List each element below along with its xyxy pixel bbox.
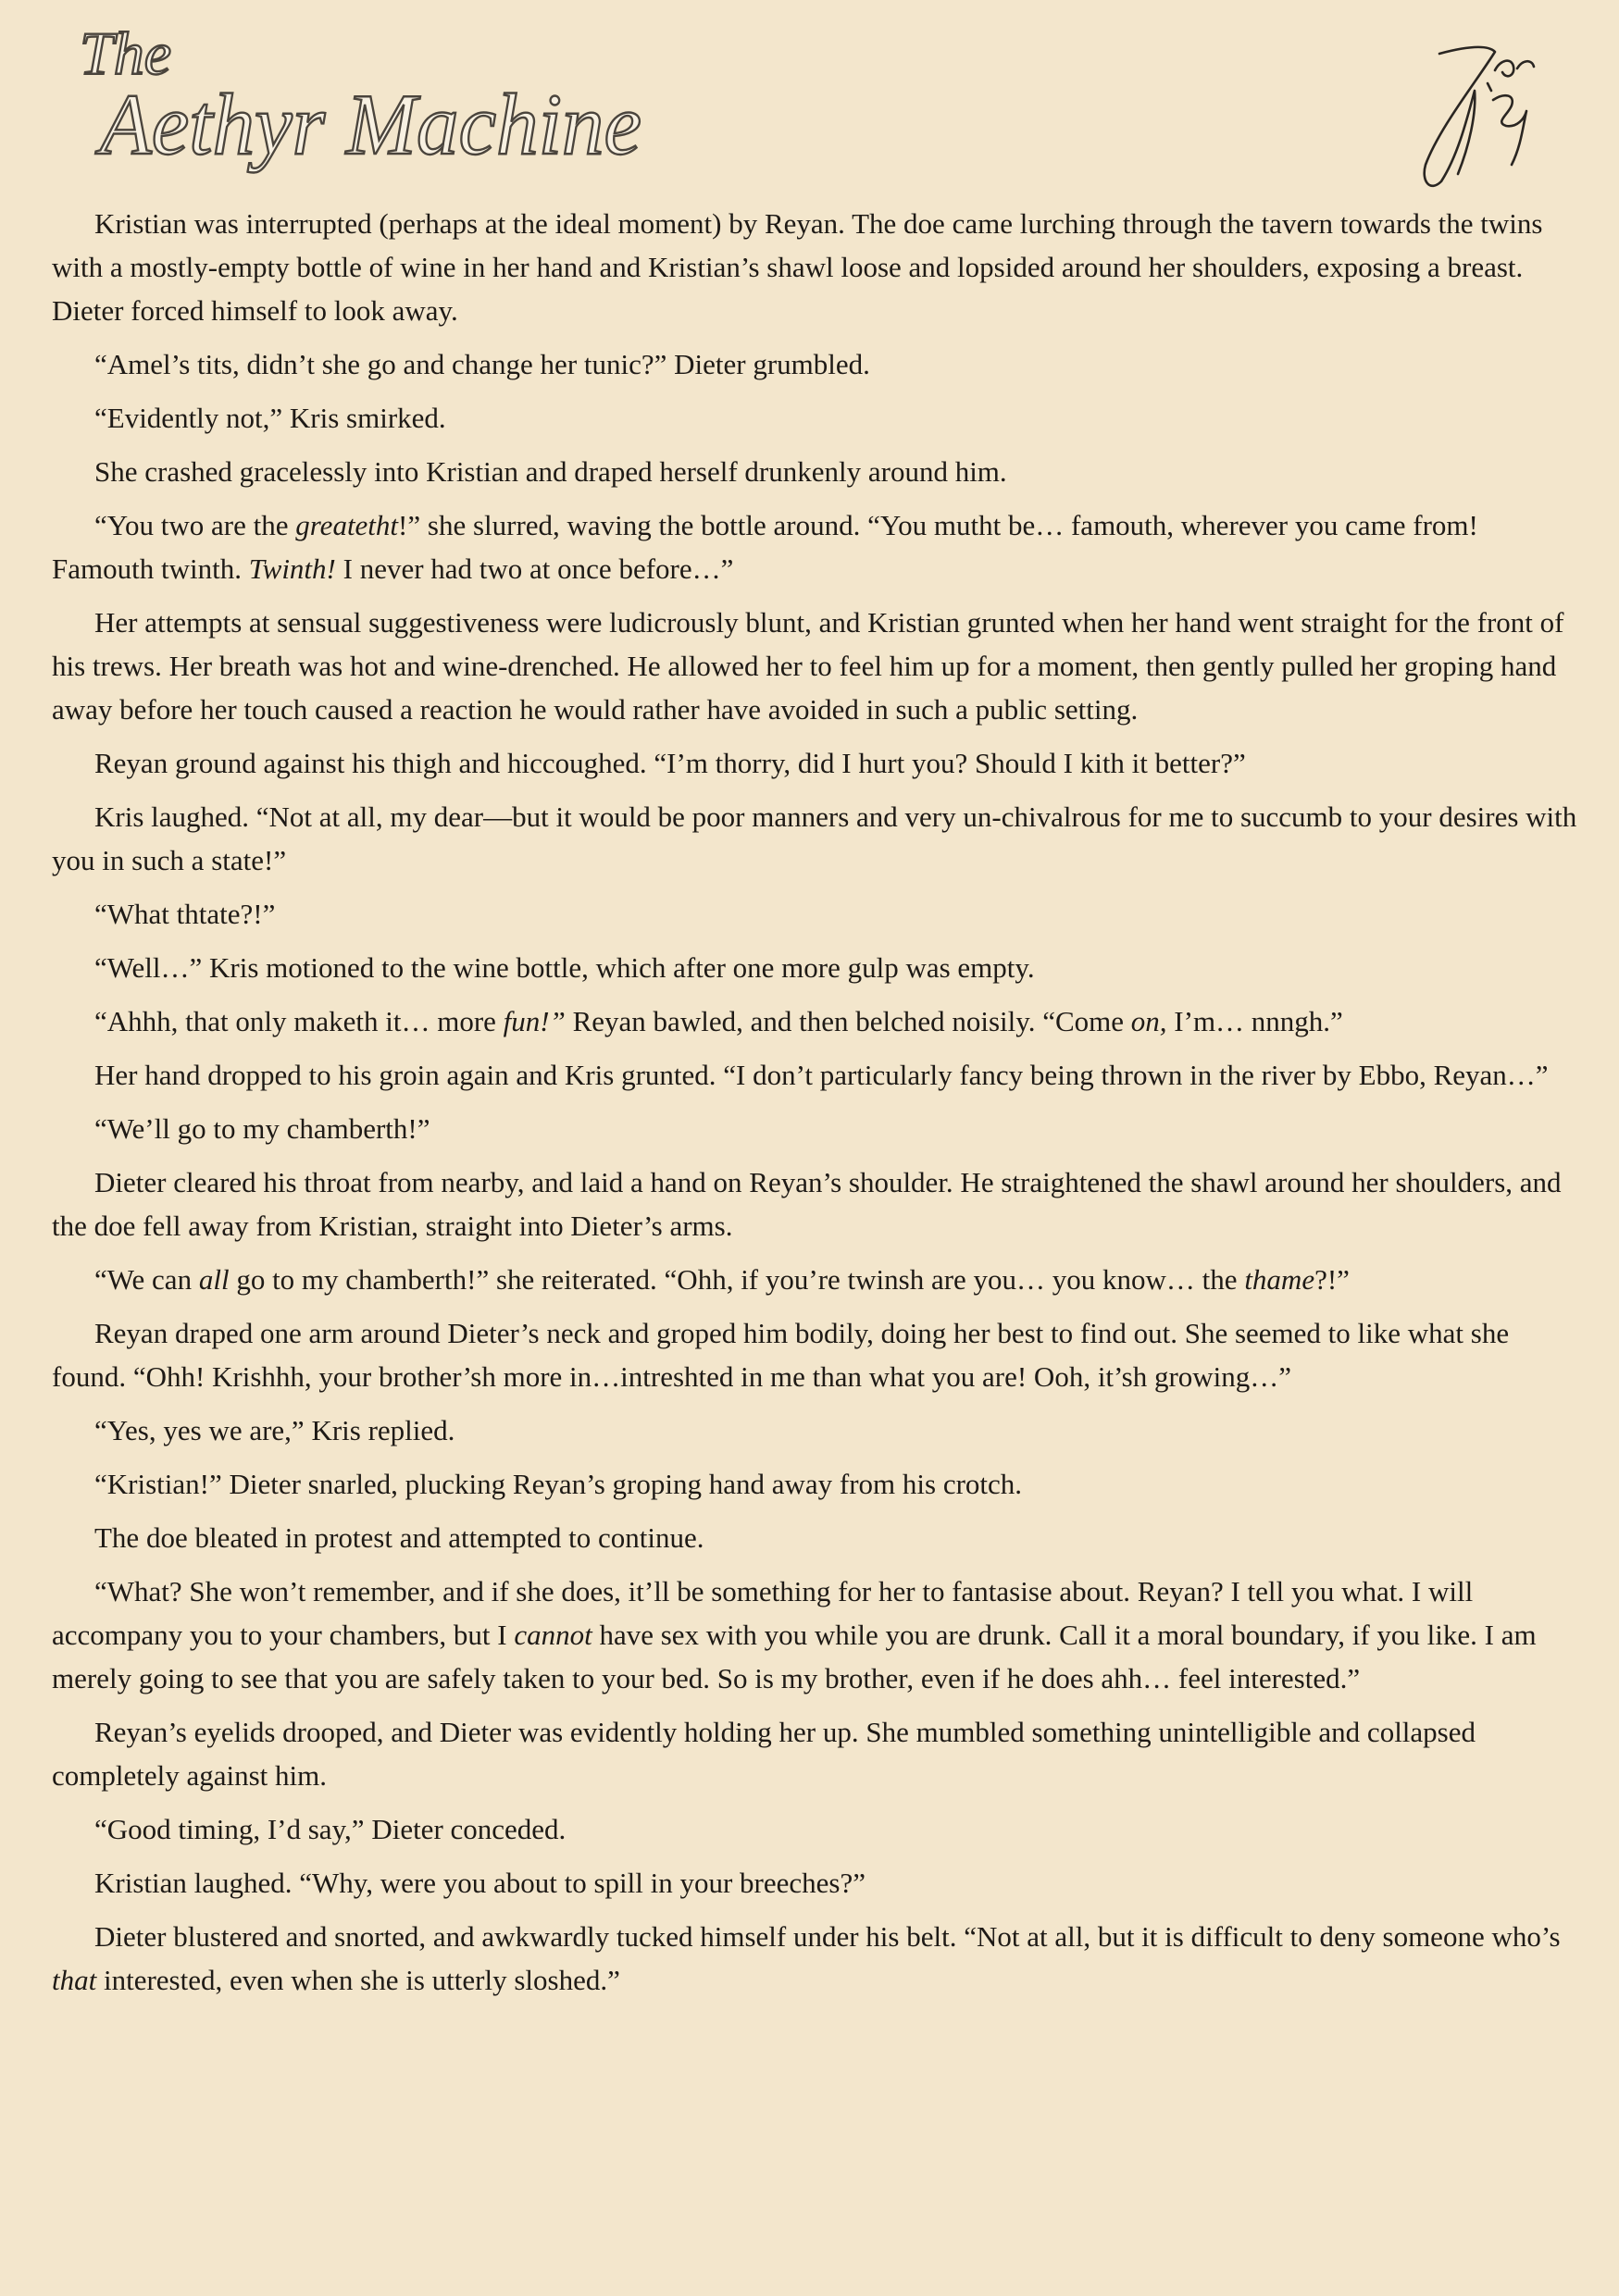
text-run: have sex with you while you are drunk. Call it a moral boundary, if you like. I am merely going to see that you are safely taken to your bed. So is my brother, even if he does ahh… feel interested.” (52, 1619, 1537, 1694)
text-run: “Good timing, I’d say,” Dieter conceded. (94, 1813, 567, 1845)
text-run: go to my chamberth!” she reiterated. “Ohh, if you’re twinsh are you… you know… the (229, 1263, 1245, 1296)
italic-text: greatetht (295, 509, 399, 541)
text-run: interested, even when she is utterly sloshed.” (96, 1964, 620, 1996)
text-run: Kristian laughed. “Why, were you about to spill in your breeches?” (94, 1867, 866, 1899)
text-run: Her attempts at sensual suggestiveness were ludicrously blunt, and Kristian grunted when her hand went straight for the front of his trews. Her breath was hot and wine-drenched. He allowed her to feel him up for a moment, then gently pulled her groping hand away before her touch caused a reaction he would rather have avoided in such a public setting. (52, 606, 1564, 726)
paragraph (52, 396, 1579, 440)
paragraph (52, 892, 1579, 936)
logo-line-2: Aethyr Machine (94, 77, 642, 173)
paragraph (52, 450, 1579, 493)
text-run: “Ahhh, that only maketh it… more (94, 1005, 504, 1037)
italic-text: on, (1130, 1005, 1167, 1037)
text-run: “We can (94, 1263, 199, 1296)
italic-text: Twinth! (248, 552, 336, 585)
paragraph (52, 1807, 1579, 1851)
story-text (52, 202, 1579, 2012)
paragraph (52, 1311, 1579, 1398)
italic-text: fun!” (503, 1005, 566, 1037)
text-run: “You two are the (94, 509, 296, 541)
paragraph (52, 946, 1579, 989)
paragraph (52, 342, 1579, 386)
text-run: “Well…” Kris motioned to the wine bottle, which after one more gulp was empty. (94, 951, 1035, 984)
text-run: !” she slurred, waving the bottle around. “You mutht be… famouth, wherever you came from! Famouth twinth. (52, 509, 1478, 585)
text-run: Her hand dropped to his groin again and Kris grunted. “I don’t particularly fancy being thrown in the river by Ebbo, Reyan…” (94, 1059, 1549, 1091)
paragraph (52, 795, 1579, 882)
paragraph (52, 1570, 1579, 1700)
paragraph (52, 1160, 1579, 1247)
text-run: I never had two at once before…” (335, 552, 734, 585)
paragraph (52, 1861, 1579, 1905)
text-run: Reyan draped one arm around Dieter’s neck and groped him bodily, doing her best to find out. She seemed to like what she found. “Ohh! Krishhh, your brother’sh more in…intreshted in me than what you are! Ooh, it’sh growing…” (52, 1317, 1510, 1393)
paragraph (52, 1409, 1579, 1452)
text-run: “Amel’s tits, didn’t she go and change her tunic?” Dieter grumbled. (94, 348, 870, 380)
text-run: ?!” (1314, 1263, 1350, 1296)
paragraph (52, 999, 1579, 1043)
italic-text: cannot (514, 1619, 592, 1651)
italic-text: that (52, 1964, 97, 1996)
artist-signature (1402, 26, 1578, 202)
text-run: “What? She won’t remember, and if she does, it’ll be something for her to fantasise about. Reyan? I tell you what. I will accompany you to your chambers, but I (52, 1575, 1474, 1651)
paragraph (52, 1258, 1579, 1301)
text-run: Reyan bawled, and then belched noisily. “Come (565, 1005, 1131, 1037)
text-run: “Evidently not,” Kris smirked. (94, 402, 446, 434)
page-header (0, 0, 1619, 199)
paragraph (52, 1915, 1579, 2002)
text-run: The doe bleated in protest and attempted to continue. (94, 1521, 704, 1554)
text-run: “Kristian!” Dieter snarled, plucking Reyan’s groping hand away from his crotch. (94, 1468, 1023, 1500)
paragraph (52, 1053, 1579, 1097)
logo-line-1: The (80, 20, 171, 88)
paragraph (52, 741, 1579, 785)
text-run: “We’ll go to my chamberth!” (94, 1112, 430, 1145)
text-run: “Yes, yes we are,” Kris replied. (94, 1414, 455, 1446)
paragraph (52, 601, 1579, 731)
paragraph (52, 1710, 1579, 1797)
title-logo (72, 15, 646, 181)
text-run: Dieter blustered and snorted, and awkwardly tucked himself under his belt. “Not at all, but it is difficult to deny someone who’s (94, 1920, 1561, 1953)
paragraph (52, 1516, 1579, 1559)
paragraph (52, 1107, 1579, 1150)
text-run: Reyan’s eyelids drooped, and Dieter was evidently holding her up. She mumbled something unintelligible and collapsed completely against him. (52, 1716, 1476, 1792)
italic-text: all (198, 1263, 230, 1296)
italic-text: thame (1244, 1263, 1315, 1296)
text-run: I’m… nnngh.” (1166, 1005, 1343, 1037)
text-run: Reyan ground against his thigh and hiccoughed. “I’m thorry, did I hurt you? Should I kith it better?” (94, 747, 1246, 779)
text-run: Dieter cleared his throat from nearby, and laid a hand on Reyan’s shoulder. He straightened the shawl around her shoulders, and the doe fell away from Kristian, straight into Dieter’s arms. (52, 1166, 1562, 1242)
paragraph (52, 1462, 1579, 1506)
paragraph (52, 202, 1579, 332)
text-run: “What thtate?!” (94, 898, 276, 930)
paragraph (52, 503, 1579, 590)
text-run: Kristian was interrupted (perhaps at the ideal moment) by Reyan. The doe came lurching through the tavern towards the twins with a mostly-empty bottle of wine in her hand and Kristian’s shawl loose and lopsided around her shoulders, exposing a breast. Dieter forced himself to look away. (52, 207, 1543, 327)
text-run: She crashed gracelessly into Kristian and draped herself drunkenly around him. (94, 455, 1007, 488)
text-run: Kris laughed. “Not at all, my dear—but it would be poor manners and very un-chivalrous for me to succumb to your desires with you in such a state!” (52, 800, 1577, 876)
